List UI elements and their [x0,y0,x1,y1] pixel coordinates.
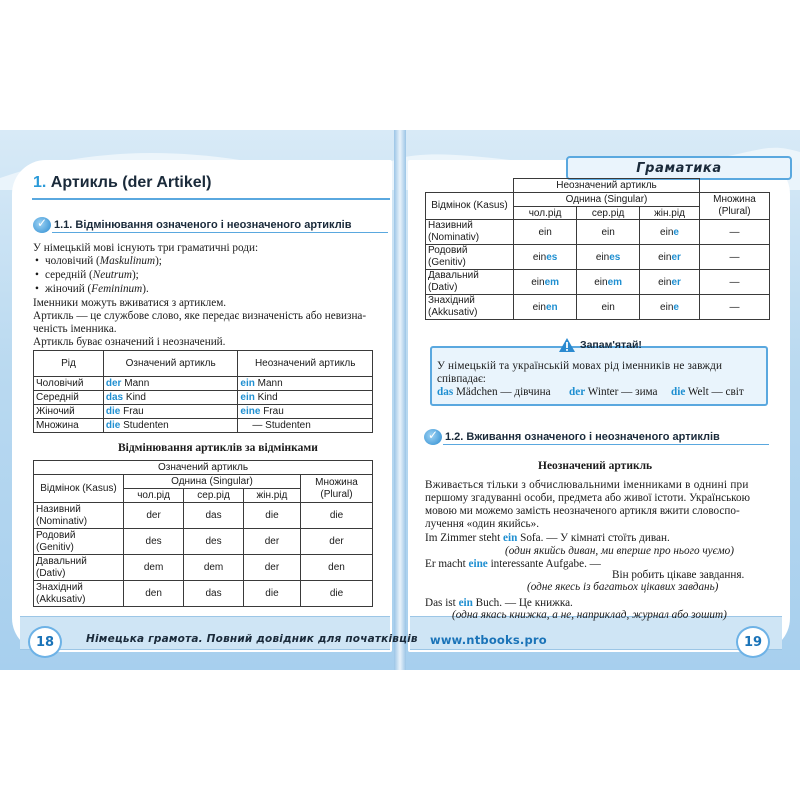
noun: Kind [257,392,278,403]
plural-header: Множина (Plural) [301,475,373,503]
check-icon [424,429,442,445]
article-ending: es [546,251,558,263]
article: eine [240,406,261,417]
article-ending: er [671,276,681,288]
paragraph-line: Артикль буває означений і неозначений. [33,336,226,348]
article-stem: ein [601,226,615,238]
table-cell: den [124,581,184,607]
table-cell: das [184,503,244,529]
article-stem: ein [660,301,674,313]
example-sentence: Er macht eine interessante Aufgabe. — [425,558,601,570]
example-gloss: (одне якесь із багатьох цікавих завдань) [527,581,719,593]
article-ending: e [673,301,679,313]
definite-article-table [33,460,373,607]
case-name: Називний [36,503,81,515]
example-text: Welt — світ [685,386,744,398]
case-latin: (Akkusativ) [428,307,478,318]
intro-text: У німецькій мові існують три граматичні роди: [33,242,259,254]
table-row [34,503,373,529]
table-cell: — [700,295,770,320]
remember-example [671,385,744,399]
gender-header: сер.рід [577,207,640,220]
article-ending: e [673,226,679,238]
case-header: Відмінок (Kasus) [426,193,514,220]
paragraph-line: мовою ми можемо замість неозначеного артикля вжити словоспо- [425,505,740,517]
gender-header: чол.рід [124,489,184,503]
case-latin: (Genitiv) [36,541,74,553]
subheading-1-2: 1.2. Вживання означеного і неозначеного артиклів [445,431,720,443]
chapter-heading [33,174,211,192]
table-row [426,270,770,295]
example-text: Winter — зима [585,386,658,398]
table-cell: — [700,220,770,245]
table-cell: die [301,503,373,529]
article-ending: en [545,301,558,313]
case-latin: (Dativ) [36,567,66,579]
remember-example [437,385,551,399]
remember-example [569,385,658,399]
remember-line: співпадає: [437,373,486,385]
case-name: Родовий [428,245,468,256]
table-cell: des [124,529,184,555]
case-name: Родовий [36,529,76,541]
subheading-rule [443,444,769,445]
table-cell: der [124,503,184,529]
article-ending: er [671,251,681,263]
paragraph-line: Вживається тільки з обчислювальними іменниками в однині при [425,479,749,491]
table-cell: der [243,529,300,555]
case-name: Знахідний [428,295,475,306]
noun: Frau [123,406,144,417]
article-stem: ein [658,276,672,288]
table-cell: — [700,245,770,270]
example-sentence: Im Zimmer steht ein Sofa. — У кімнаті стоїть диван. [425,532,670,544]
paragraph-line: першому згадуванні особи, предмета або живої істоти. Українською [425,492,750,504]
article-stem: ein [601,301,615,313]
gender-item-masculine: • чоловічий (Maskulinum); [45,254,162,268]
case-name: Знахідний [36,581,83,593]
table-row [34,391,373,405]
noun: Frau [263,406,284,417]
book-title-footer: Німецька грамота. Повний довідник для початківців [86,633,418,645]
example-sentence: Das ist ein Buch. — Це книжка. [425,597,573,609]
indefinite-article-table [425,178,770,320]
chapter-title: Артикль (der Artikel) [50,174,212,191]
article: die [105,420,121,431]
section-tab: Граматика [566,156,792,180]
gender-header: жін.рід [243,489,300,503]
case-header: Відмінок (Kasus) [34,475,124,503]
table-cell: die [243,503,300,529]
example-gloss: (одна якась книжка, а не, наприклад, журнал або зошит) [452,609,727,621]
table-row [34,555,373,581]
article-stem: ein [532,301,546,313]
table-cell: den [301,555,373,581]
table-row [34,581,373,607]
article: ein [240,392,255,403]
gender-item-neuter: • середній (Neutrum); [45,268,139,282]
table-caption: Означений артикль [34,461,373,475]
article-ending: em [607,276,623,288]
paragraph-line: Артикль — це службове слово, яке передає визначеність або невизна- [33,310,367,322]
paragraph-line: ченість іменника. [33,323,117,335]
noun: Studenten [123,420,169,431]
table-cell: die [301,581,373,607]
case-name: Давальний [428,270,479,281]
table-cell: — [700,270,770,295]
noun: Mann [257,378,283,389]
article-ending: es [609,251,621,263]
page-number-left: 18 [28,626,62,658]
article-stem: ein [531,276,545,288]
example-gloss: (один якийсь диван, ми вперше про нього чуємо) [505,545,734,557]
table-row [426,295,770,320]
noun: — Studenten [252,420,311,431]
article: der [569,386,586,398]
article-stem: ein [660,226,674,238]
table-row [426,220,770,245]
website-link[interactable]: www.ntbooks.pro [430,633,547,647]
singular-header: Однина (Singular) [514,193,700,207]
paragraph-line: лучення «один якийсь». [425,518,540,530]
gender-article-table [33,350,373,433]
singular-header: Однина (Singular) [124,475,301,489]
article: die [105,406,121,417]
table-cell: Множина [34,419,104,433]
table-header: Рід [34,351,104,377]
table-cell: der [243,555,300,581]
article: ein [240,378,255,389]
table-header: Неозначений артикль [238,351,373,377]
table-cell: dem [184,555,244,581]
table-cell: Жіночий [34,405,104,419]
table-cell: die [243,581,300,607]
article: die [671,386,686,398]
plural-header: Множина (Plural) [700,193,770,220]
table-cell: dem [124,555,184,581]
subheading-rule [52,232,388,233]
table-cell: Середній [34,391,104,405]
warning-icon [558,337,576,353]
example-text: Mädchen — дівчина [453,386,551,398]
book-gutter [394,130,406,670]
article: ein [458,597,473,609]
article-stem: ein [595,251,610,263]
case-latin: (Akkusativ) [36,593,86,605]
case-name: Давальний [36,555,87,567]
example-translation: Він робить цікаве завдання. [612,569,745,581]
case-latin: (Nominativ) [36,515,88,527]
article: der [105,378,122,389]
table-cell: Чоловічий [34,377,104,391]
chapter-number: 1. [33,174,47,191]
table-cell: der [301,529,373,555]
article: eine [468,558,488,570]
case-name: Називний [428,220,473,231]
article-stem: ein [594,276,608,288]
article: ein [503,532,518,544]
remember-line: У німецькій та українській мовах рід іменників не завжди [437,360,723,372]
article: das [105,392,124,403]
article-stem: ein [658,251,672,263]
case-table-title: Відмінювання артиклів за відмінками [118,442,318,454]
article-stem: ein [538,226,552,238]
check-icon [33,217,51,233]
table-row [34,529,373,555]
noun: Kind [125,392,146,403]
paragraph-line: Іменники можуть вживатися з артиклем. [33,297,227,309]
gender-header: чол.рід [514,207,577,220]
noun: Mann [124,378,150,389]
gender-header: жін.рід [640,207,700,220]
remember-title: Запам'ятай! [580,339,642,351]
table-row [34,419,373,433]
page-number-right: 19 [736,626,770,658]
case-latin: (Dativ) [428,282,458,293]
subheading-1-1: 1.1. Відмінювання означеного і неозначеного артиклів [54,219,352,231]
case-latin: (Nominativ) [428,232,480,243]
table-caption: Неозначений артикль [514,179,700,193]
article: das [437,386,454,398]
table-row [426,245,770,270]
gender-header: сер.рід [184,489,244,503]
gender-item-feminine: • жіночий (Femininum). [45,282,149,296]
article-ending: em [544,276,560,288]
table-row [34,377,373,391]
chapter-rule [32,198,390,200]
article-stem: ein [532,251,547,263]
table-cell: das [184,581,244,607]
table-header: Означений артикль [103,351,238,377]
indefinite-article-title: Неозначений артикль [538,460,653,472]
table-cell: des [184,529,244,555]
table-row [34,405,373,419]
case-latin: (Genitiv) [428,257,466,268]
